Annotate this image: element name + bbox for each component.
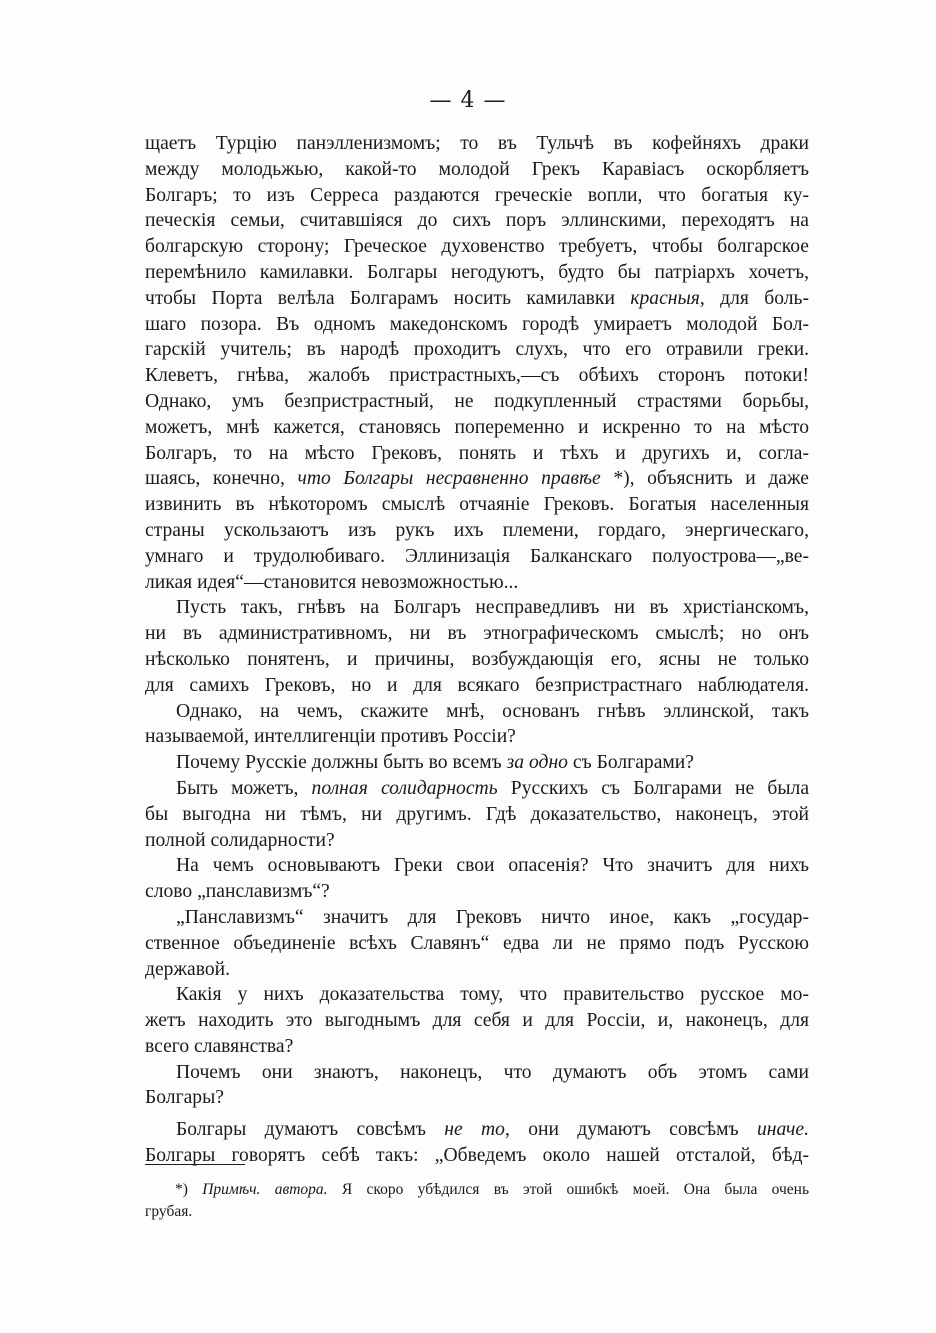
italic-fragment: что Болгары несравненно правѣе: [297, 468, 601, 490]
text-line: [145, 776, 809, 802]
text-line: извинить въ нѣкоторомъ смыслѣ отчаяніе Грековъ. Богатыя населенныя: [145, 494, 809, 516]
footnote-divider: [145, 1164, 245, 1165]
text-line: жетъ находить это выгоднымъ для себя и для Россіи, и, наконецъ, для: [145, 1010, 809, 1032]
text-line: [145, 1117, 809, 1143]
text-fragment: Быть можетъ,: [176, 777, 299, 799]
text-line: Болгары говорятъ себѣ такъ: „Обведемъ около нашей отсталой, бѣд-: [145, 1145, 809, 1167]
italic-fragment: полная солидарность: [311, 777, 498, 799]
text-line: нѣсколько понятенъ, и причины, возбуждающія его, ясны не только: [145, 648, 809, 670]
text-line: печескія семьи, считавшіяся до сихъ поръ эллинскими, переходятъ на: [145, 210, 809, 232]
text-line: [145, 466, 809, 492]
italic-fragment: не то: [444, 1119, 505, 1141]
text-line: страны ускользаютъ изъ рукъ ихъ племени, гордаго, энергическаго,: [145, 519, 809, 541]
text-fragment: *), объяснить и даже: [613, 468, 809, 490]
text-line: для самихъ Грековъ, но и для всякаго безпристрастнаго наблюдателя.: [145, 674, 809, 696]
text-fragment: съ Болгарами?: [572, 752, 694, 774]
text-line: можетъ, мнѣ кажется, становясь попеременно и искренно то на мѣсто: [145, 416, 809, 438]
text-line: „Панславизмъ“ значитъ для Грековъ ничто иное, какъ „государ-: [176, 906, 809, 928]
text-line: болгарскую сторону; Греческое духовенство требуетъ, чтобы болгарское: [145, 236, 809, 258]
text-line: Однако, умъ безпристрастный, не подкупленный страстями борьбы,: [145, 390, 809, 412]
body-text: [145, 131, 809, 1169]
text-line: Болгары?: [145, 1087, 224, 1109]
text-line: ственное объединеніе всѣхъ Славянъ“ едва ли не прямо подъ Русскою: [145, 932, 809, 954]
text-line: [145, 750, 809, 776]
text-line: умнаго и трудолюбиваго. Эллинизація Балканскаго полуострова—„ве-: [145, 545, 809, 567]
page-number: — 4 —: [429, 88, 507, 113]
text-line: между молодьжью, какой-то молодой Грекъ Каравіасъ оскорбляетъ: [145, 158, 809, 180]
italic-fragment: за одно: [506, 752, 568, 774]
text-fragment: , для боль-: [699, 287, 810, 309]
text-fragment: , они думаютъ совсѣмъ: [504, 1119, 739, 1141]
text-line: Какія у нихъ доказательства тому, что правительство русское мо-: [176, 984, 809, 1006]
text-line: Пусть такъ, гнѣвъ на Болгаръ несправедливъ ни въ христіанскомъ,: [176, 597, 809, 619]
text-line: слово „панславизмъ“?: [145, 881, 330, 903]
text-line: [145, 286, 809, 312]
footnote: [145, 1179, 809, 1223]
text-line: перемѣнило камилавки. Болгары негодуютъ, будто бы патріархъ хочетъ,: [145, 261, 809, 283]
footnote-line: [145, 1179, 809, 1201]
footnote-marker: *): [175, 1181, 188, 1198]
text-line: державой.: [145, 958, 230, 980]
text-line: полной солидарности?: [145, 829, 335, 851]
footnote-line: грубая.: [145, 1203, 193, 1220]
text-fragment: Русскихъ съ Болгарами не была: [510, 777, 810, 799]
italic-fragment: иначе.: [757, 1119, 809, 1141]
text-line: щаетъ Турцію панэлленизмомъ; то въ Тульчѣ въ кофейняхъ драки: [145, 133, 809, 154]
footnote-text: Я скоро убѣдился въ этой ошибкѣ моей. Она была очень: [341, 1181, 810, 1198]
text-line: Болгаръ, то на мѣсто Грековъ, понять и тѣхъ и другихъ и, согла-: [145, 442, 809, 464]
text-line: шаго позора. Въ одномъ македонскомъ городѣ умираетъ молодой Бол-: [145, 313, 809, 335]
text-line: ликая идея“—становится невозможностью...: [145, 571, 519, 593]
text-line: называемой, интеллигенціи противъ Россіи?: [145, 726, 516, 748]
text-line: Клеветъ, гнѣва, жалобъ пристрастныхъ,—съ обѣихъ сторонъ потоки!: [145, 365, 809, 387]
text-line: Однако, на чемъ, скажите мнѣ, основанъ гнѣвъ эллинской, такъ: [176, 700, 809, 722]
text-line: ни въ административномъ, ни въ этнографическомъ смыслѣ; но онъ: [145, 623, 809, 645]
italic-fragment: красныя: [630, 287, 700, 309]
text-line: Болгаръ; то изъ Серреса раздаются греческіе вопли, что богатыя ку-: [145, 184, 809, 206]
text-line: Почемъ они знаютъ, наконецъ, что думаютъ объ этомъ сами: [176, 1061, 809, 1083]
text-fragment: Болгары думаютъ совсѣмъ: [176, 1119, 426, 1141]
text-line: гарскій учитель; въ народѣ проходитъ слухъ, что его отравили греки.: [145, 339, 809, 361]
text-line: бы выгодна ни тѣмъ, ни другимъ. Гдѣ доказательство, наконецъ, этой: [145, 803, 809, 825]
text-fragment: Почему Русскіе должны быть во всемъ: [176, 752, 502, 774]
text-line: На чемъ основываютъ Греки свои опасенія? Что значитъ для нихъ: [176, 855, 809, 877]
footnote-label: Примѣч. автора.: [202, 1181, 328, 1198]
text-line: всего славянства?: [145, 1035, 294, 1057]
text-fragment: чтобы Порта велѣла Болгарамъ носить камилавки: [145, 287, 615, 309]
text-fragment: шаясь, конечно,: [145, 468, 285, 490]
